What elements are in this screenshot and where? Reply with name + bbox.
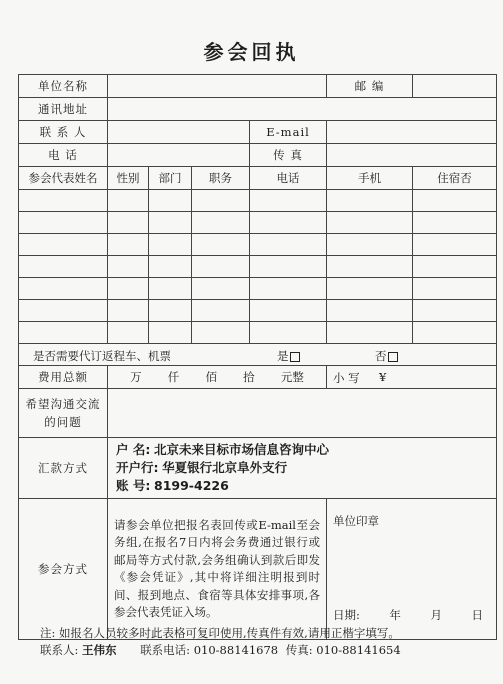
attend-notice: 请参会单位把报名表回传或E-mail至会务组,在报名7日内将会务费通过银行或邮局等方式付款,会务组确认到款后即发《参会凭证》,其中将详细注明报到时间、报到地点、食宿等具体安排事项,各参会代表凭证入场。 bbox=[108, 499, 327, 640]
page-title: 参会回执 bbox=[203, 40, 300, 64]
cell[interactable] bbox=[149, 322, 192, 344]
email-label: E-mail bbox=[250, 121, 327, 144]
ticket-question: 是否需要代订返程车、机票 bbox=[33, 349, 171, 363]
header-department: 部门 bbox=[149, 167, 192, 190]
cell[interactable] bbox=[250, 278, 327, 300]
address-field[interactable] bbox=[108, 98, 497, 121]
cell[interactable] bbox=[108, 212, 149, 234]
attendee-row bbox=[19, 322, 497, 344]
account-name: 北京未来目标市场信息咨询中心 bbox=[154, 442, 330, 457]
fee-amount-field[interactable] bbox=[108, 366, 327, 389]
date-day: 日 bbox=[471, 608, 483, 622]
header-phone: 电话 bbox=[250, 167, 327, 190]
cell[interactable] bbox=[250, 300, 327, 322]
cell[interactable] bbox=[19, 322, 108, 344]
cell[interactable] bbox=[108, 190, 149, 212]
account-name-label: 户 名: bbox=[116, 442, 151, 457]
cell[interactable] bbox=[149, 212, 192, 234]
cell[interactable] bbox=[327, 212, 413, 234]
contact-field[interactable] bbox=[108, 121, 250, 144]
cell[interactable] bbox=[149, 300, 192, 322]
header-gender: 性别 bbox=[108, 167, 149, 190]
header-position: 职务 bbox=[192, 167, 250, 190]
postcode-field[interactable] bbox=[413, 75, 497, 98]
cell[interactable] bbox=[108, 256, 149, 278]
fee-unit-wan: 万 bbox=[130, 370, 142, 384]
topics-label: 希望沟通交流的问题 bbox=[19, 389, 108, 438]
unit-name-field[interactable] bbox=[108, 75, 327, 98]
cell[interactable] bbox=[192, 190, 250, 212]
cell[interactable] bbox=[413, 212, 497, 234]
fee-currency-symbol: ¥ bbox=[379, 370, 387, 384]
contact-label: 联 系 人 bbox=[19, 121, 108, 144]
unit-name-label: 单位名称 bbox=[19, 75, 108, 98]
registration-form bbox=[18, 74, 497, 640]
cell[interactable] bbox=[327, 278, 413, 300]
cell[interactable] bbox=[327, 322, 413, 344]
cell[interactable] bbox=[250, 190, 327, 212]
fee-label: 费用总额 bbox=[19, 366, 108, 389]
cell[interactable] bbox=[413, 278, 497, 300]
cell[interactable] bbox=[413, 300, 497, 322]
account-number-label: 账 号: bbox=[116, 478, 151, 493]
seal-area[interactable] bbox=[327, 499, 497, 640]
header-mobile: 手机 bbox=[327, 167, 413, 190]
attendee-row bbox=[19, 300, 497, 322]
postcode-label: 邮 编 bbox=[327, 75, 413, 98]
cell[interactable] bbox=[413, 322, 497, 344]
fee-unit-bai: 佰 bbox=[205, 370, 217, 384]
attendee-row bbox=[19, 278, 497, 300]
fee-unit-yuan: 元整 bbox=[280, 370, 304, 384]
cell[interactable] bbox=[327, 234, 413, 256]
topics-field[interactable] bbox=[108, 389, 497, 438]
remit-details bbox=[108, 438, 497, 499]
cell[interactable] bbox=[19, 278, 108, 300]
footer-note: 注: 如报名人员较多时此表格可复印使用,传真件有效,请用正楷字填写。 bbox=[40, 626, 400, 640]
ticket-yes-option bbox=[277, 348, 300, 364]
cell[interactable] bbox=[149, 190, 192, 212]
cell[interactable] bbox=[108, 300, 149, 322]
cell[interactable] bbox=[192, 234, 250, 256]
fee-small-field[interactable] bbox=[327, 366, 497, 389]
bank-name: 华夏银行北京阜外支行 bbox=[162, 460, 288, 475]
seal-label: 单位印章 bbox=[333, 514, 379, 528]
fee-unit-qian: 仟 bbox=[167, 370, 180, 384]
ticket-yes-label: 是 bbox=[277, 349, 289, 363]
ticket-row bbox=[19, 344, 497, 366]
attend-label: 参会方式 bbox=[19, 499, 108, 640]
email-field[interactable] bbox=[327, 121, 497, 144]
cell[interactable] bbox=[108, 322, 149, 344]
cell[interactable] bbox=[250, 322, 327, 344]
date-year: 年 bbox=[389, 608, 401, 622]
address-label: 通讯地址 bbox=[19, 98, 108, 121]
ticket-yes-checkbox[interactable] bbox=[290, 352, 300, 362]
account-number: 8199-4226 bbox=[154, 478, 229, 493]
fax-label: 传 真 bbox=[250, 144, 327, 167]
footer-phone: 010-88141678 bbox=[193, 643, 279, 657]
phone-label: 电 话 bbox=[19, 144, 108, 167]
footer-contact-label: 联系人: bbox=[40, 643, 79, 657]
cell[interactable] bbox=[192, 256, 250, 278]
header-name: 参会代表姓名 bbox=[19, 167, 108, 190]
cell[interactable] bbox=[413, 256, 497, 278]
fee-unit-shi: 拾 bbox=[243, 370, 255, 384]
ticket-no-label: 否 bbox=[375, 349, 387, 363]
cell[interactable] bbox=[19, 190, 108, 212]
remit-label: 汇款方式 bbox=[19, 438, 108, 499]
cell[interactable] bbox=[149, 256, 192, 278]
footer-contact-name: 王伟东 bbox=[82, 643, 117, 657]
footer-fax: 010-88141654 bbox=[316, 643, 401, 657]
cell[interactable] bbox=[19, 256, 108, 278]
cell[interactable] bbox=[250, 212, 327, 234]
fee-small-label: 小 写 bbox=[333, 371, 360, 385]
cell[interactable] bbox=[327, 190, 413, 212]
ticket-no-option bbox=[375, 348, 398, 364]
phone-field[interactable] bbox=[108, 144, 250, 167]
footer-phone-label: 联系电话: bbox=[140, 643, 191, 657]
cell[interactable] bbox=[108, 234, 149, 256]
cell[interactable] bbox=[250, 234, 327, 256]
cell[interactable] bbox=[149, 278, 192, 300]
date-label: 日期: bbox=[333, 608, 360, 622]
header-lodging: 住宿否 bbox=[413, 167, 497, 190]
attendee-row bbox=[19, 212, 497, 234]
cell[interactable] bbox=[327, 300, 413, 322]
cell[interactable] bbox=[149, 234, 192, 256]
bank-label: 开户行: bbox=[116, 460, 159, 475]
cell[interactable] bbox=[19, 300, 108, 322]
attendee-header-row bbox=[19, 167, 497, 190]
cell[interactable] bbox=[19, 234, 108, 256]
footer-contact bbox=[40, 642, 401, 658]
cell[interactable] bbox=[327, 256, 413, 278]
cell[interactable] bbox=[192, 278, 250, 300]
cell[interactable] bbox=[192, 322, 250, 344]
attendee-row bbox=[19, 256, 497, 278]
cell[interactable] bbox=[19, 212, 108, 234]
cell[interactable] bbox=[108, 278, 149, 300]
cell[interactable] bbox=[192, 212, 250, 234]
seal-date bbox=[333, 607, 483, 623]
fax-field[interactable] bbox=[327, 144, 497, 167]
attendee-row bbox=[19, 234, 497, 256]
date-month: 月 bbox=[430, 608, 442, 622]
cell[interactable] bbox=[250, 256, 327, 278]
ticket-no-checkbox[interactable] bbox=[388, 352, 398, 362]
footer-fax-label: 传真: bbox=[285, 643, 313, 657]
attendee-row bbox=[19, 190, 497, 212]
cell[interactable] bbox=[192, 300, 250, 322]
cell[interactable] bbox=[413, 234, 497, 256]
cell[interactable] bbox=[413, 190, 497, 212]
